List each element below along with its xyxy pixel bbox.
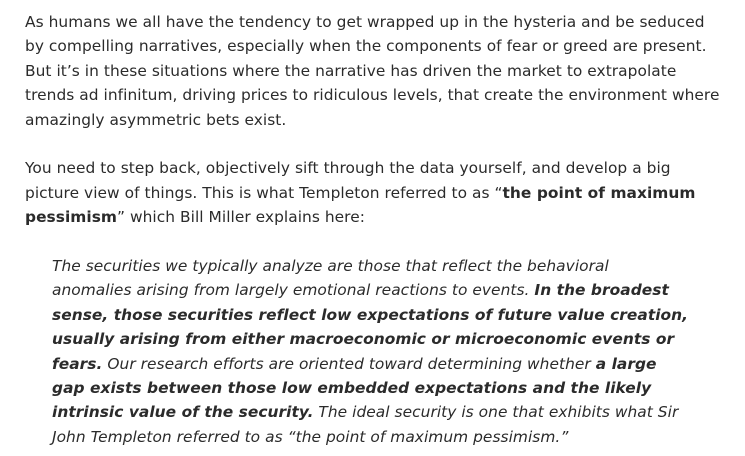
quote-emphasis-1: In the broadest sense, those securities reflect low expectations of future value creation, usually arising from either macroeconomic or microeconomic events or fears. [52,281,689,373]
paragraph-step-back-text: You need to step back, objectively sift through the data yourself, and develop a big picture view of things. This is what Templeton referred to as “ [25,159,671,202]
paragraph-step-back [25,156,725,229]
paragraph-hysteria: As humans we all have the tendency to get wrapped up in the hysteria and be seduced by compelling narratives, especially when the components of fear or greed are present. But it’s in these situations where the narrative has driven the market to extrapolate trends ad infinitum, driving prices to ridiculous levels, that create the environment where amazingly asymmetric bets exist. [25,13,720,129]
quote-text-2: Our research efforts are oriented toward determining whether [102,354,596,373]
quote-text-3: The ideal security is one that exhibits what Sir John Templeton referred to as “the point of maximum pessimism.” [52,403,679,446]
paragraph-step-back-tail: ” which Bill Miller explains here: [117,208,365,227]
quote-text-1: The securities we typically analyze are those that reflect the behavioral anomalies arising from largely emotional reactions to events. [52,257,609,300]
bill-miller-quote [52,254,692,449]
quote-emphasis-2: a large gap exists between those low embedded expectations and the likely intrinsic value of the security. [52,354,657,422]
paragraph-step-back-emphasis: the point of maximum pessimism [25,183,696,227]
